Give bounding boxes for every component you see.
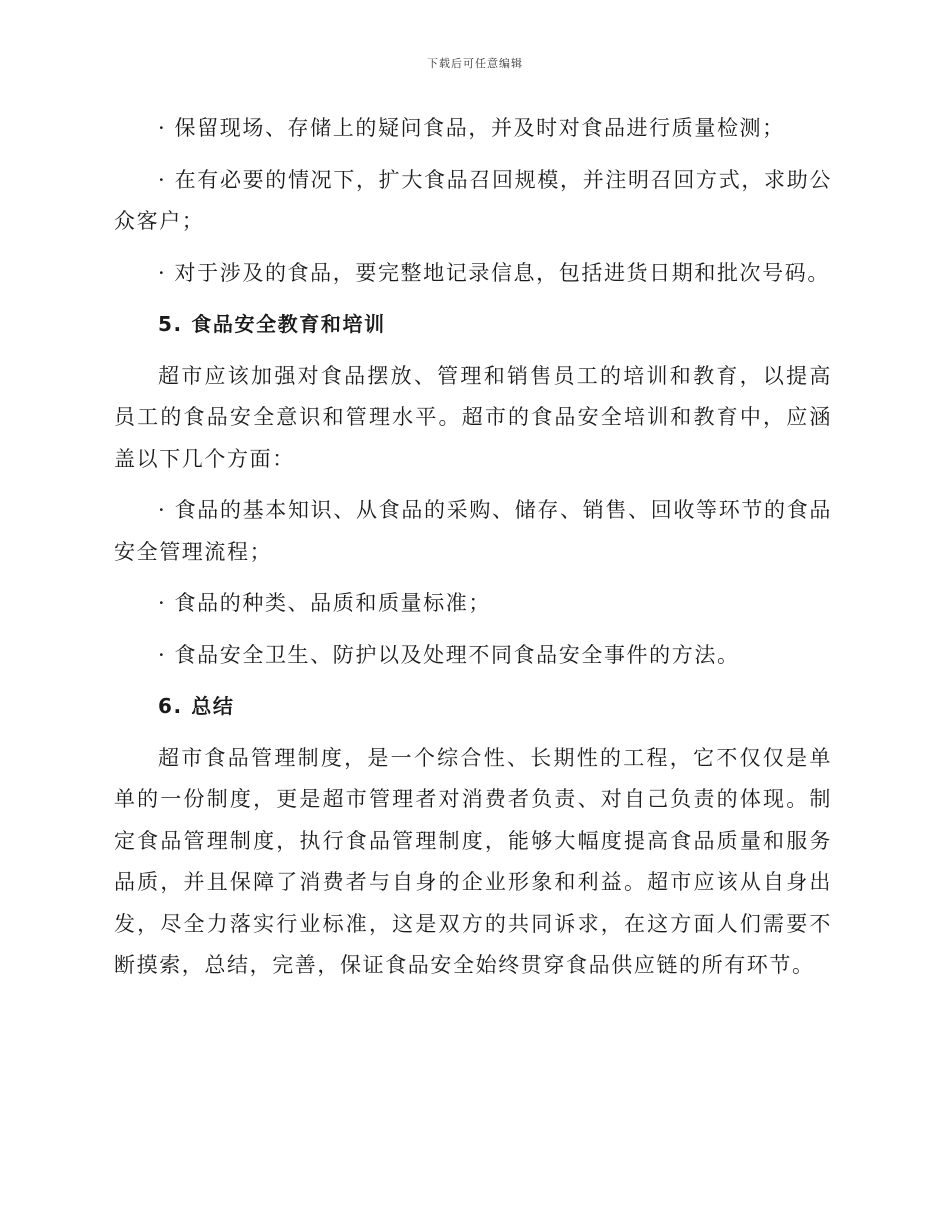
bullet-item: · 在有必要的情况下，扩大食品召回规模，并注明召回方式，求助公众客户； — [114, 167, 832, 233]
paragraph: 超市食品管理制度，是一个综合性、长期性的工程，它不仅仅是单单的一份制度，更是超市管理者对消费者负责、对自己负责的体现。制定食品管理制度，执行食品管理制度，能够大幅度提高食品质量和服务品质，并且保障了消费者与自身的企业形象和利益。超市应该从自身出发，尽全力落实行业标准，这是双方的共同诉求，在这方面人们需要不断摸索，总结，完善，保证食品安全始终贯穿食品供应链的所有环节。 — [114, 745, 832, 977]
section-heading-5: 5. 食品安全教育和培训 — [158, 312, 386, 336]
bullet-item: · 食品安全卫生、防护以及处理不同食品安全事件的方法。 — [158, 642, 740, 667]
document-body — [114, 108, 832, 997]
bullet-item: · 对于涉及的食品，要完整地记录信息，包括进货日期和批次号码。 — [158, 260, 830, 285]
bullet-item: · 食品的基本知识、从食品的采购、储存、销售、回收等环节的食品安全管理流程； — [114, 498, 832, 564]
section-heading-6: 6. 总结 — [158, 694, 235, 718]
bullet-item: · 食品的种类、品质和质量标准； — [158, 591, 491, 615]
bullet-item: · 保留现场、存储上的疑问食品，并及时对食品进行质量检测； — [158, 116, 785, 140]
page-header: 下载后可任意编辑 — [427, 57, 523, 70]
paragraph: 超市应该加强对食品摆放、管理和销售员工的培训和教育，以提高员工的食品安全意识和管理水平。超市的食品安全培训和教育中，应涵盖以下几个方面： — [114, 363, 832, 471]
